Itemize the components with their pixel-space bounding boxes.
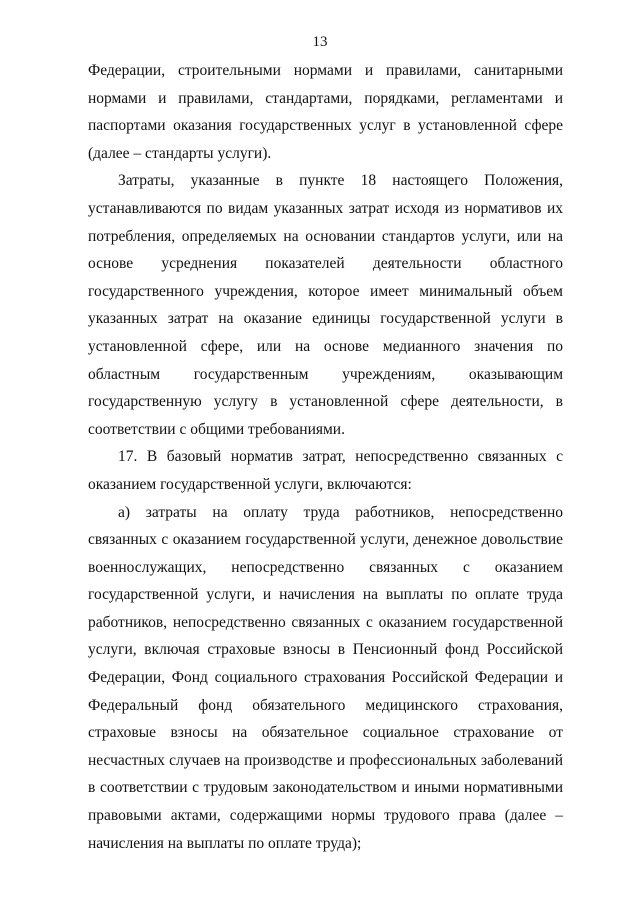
- page-number: 13: [312, 34, 328, 50]
- paragraph-expenses: Затраты, указанные в пункте 18 настоящего Положения, устанавливаются по видам указанных затрат исходя из нормативов их потребления, определяемых на основании стандартов услуги, или на основе усреднения показателей деятельности областного государственного учреждения, которое имеет минимальный объем указанных затрат на оказание единицы государственной услуги в установленной сфере, или на основе медианного значения по областным государственным учреждениям, оказывающим государственную услугу в установленной сфере деятельности, в соответствии с общими требованиями.: [88, 172, 563, 438]
- paragraph-item-17: 17. В базовый норматив затрат, непосредственно связанных с оказанием государственной услуги, включаются:: [88, 448, 563, 493]
- paragraph-continuation: Федерации, строительными нормами и правилами, санитарными нормами и правилами, стандартами, порядками, регламентами и паспортами оказания государственных услуг в установленной сфере (далее – стандарты услуги).: [88, 62, 563, 162]
- paragraph-subitem-a: а) затраты на оплату труда работников, непосредственно связанных с оказанием государственной услуги, денежное довольствие военнослужащих, непосредственно связанных с оказанием государственной услуги, и начисления на выплаты по оплате труда работников, непосредственно связанных с оказанием государственной услуги, включая страховые взносы в Пенсионный фонд Российской Федерации, Фонд социального страхования Российской Федерации и Федеральный фонд обязательного медицинского страхования, страховые взносы на обязательное социальное страхование от несчастных случаев на производстве и профессиональных заболеваний в соответствии с трудовым законодательством и иными нормативными правовыми актами, содержащими нормы трудового права (далее – начисления на выплаты по оплате труда);: [88, 503, 563, 852]
- document-body: [88, 57, 563, 857]
